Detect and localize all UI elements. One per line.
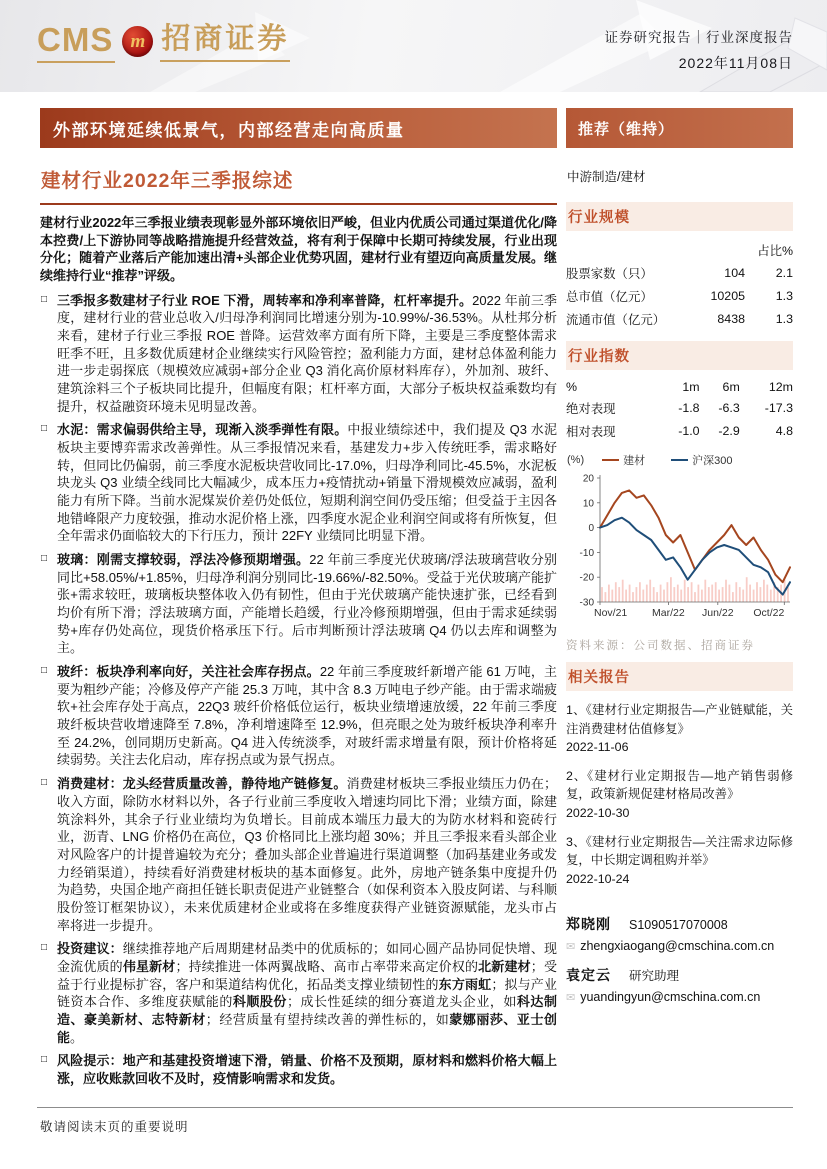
header — [0, 0, 827, 92]
report-item-date: 2022-10-30 — [566, 806, 630, 821]
svg-text:Oct/22: Oct/22 — [753, 607, 785, 619]
sidebar — [566, 108, 793, 1094]
cms-logo-text: CMS — [37, 22, 115, 63]
analyst-name: 郑晓刚 — [566, 918, 611, 934]
email-icon: ✉ — [566, 941, 576, 954]
bullet-investment-advice: □ 投资建议：继续推荐地产后周期建材品类中的优质标的；如同心圆产品协同促快增、现金流优质的伟星新材；持续推进一体两翼战略、高市占率带来高定价权的北新建材；受益于行业提标扩容，客户和渠道结构优化，拓品类支撑业绩韧性的东方雨虹；拟与产业链资本合作、多维度获赋能的科顺股份；成长性延续的细分赛道龙头企业，如科达制造、豪美新材、志特新材；经营质量有望持续改善的弹性标的，如蒙娜丽莎、亚士创能。 — [41, 941, 557, 1045]
legend-item-jiancai: 建材 — [602, 452, 645, 468]
main-content — [40, 108, 557, 1094]
analyst-email-row — [566, 989, 793, 1005]
bullet-glass: □ 玻璃：刚需支撑较弱，浮法冷修预期增强。22 年前三季度光伏玻璃/浮法玻璃营收分别同比+58.05%/+1.85%，归母净利润分别同比-19.66%/-82.50%。受益于光伏玻璃产能扩张+需求较旺，玻璃板块整体收入仍有韧性，但由于光伏玻璃产能快速扩张，已经看到均价有所下滑；浮法玻璃方面，产能增长趋缓，行业冷修预期增强，但由于需求延续弱势+库存仍处高位，现货价格承压下行。后市判断预计浮法玻璃 Q4 仍以去库和调整为主。 — [41, 552, 557, 656]
table-header-row — [566, 238, 793, 261]
footer-disclaimer: 敬请阅读末页的重要说明 — [40, 1120, 189, 1134]
table-row: 相对表现 -1.0 -2.9 4.8 — [566, 423, 793, 439]
analyst-credential: S1090517070008 — [629, 918, 728, 933]
report-title-banner — [40, 108, 557, 148]
svg-text:10: 10 — [582, 498, 594, 510]
svg-text:-20: -20 — [579, 572, 594, 584]
industry-index-table — [566, 377, 793, 442]
bullet-consumer-materials: □ 消费建材：龙头经营质量改善，静待地产链修复。消费建材板块三季报业绩压力仍在；收入方面，除防水材料以外，各子行业前三季度收入增速均同比下滑；业绩方面，除建筑涂料外，其余子行业业绩均为负增长。目前成本端压力最大的为防水材料和瓷砖行业，沥青、LNG 价格仍在高位，Q3 价格同比上涨均超 30%；并且三季报来看头部企业对风险客户的计提普遍较为充分；叠加头部企业普遍进行渠道调整（加码基建业务或发力经销渠道），持续看好消费建材板块的基本面修复。此外，房地产链条集中度提升仍为趋势，央国企地产商担任链长职责促进产业链整合（如保利资本入股皮阿诺、与科顺股份签订框架协议），未来优质建材企业或将在多维度获得产业链资源赋能，龙头市占率将进一步提升。 — [41, 776, 557, 933]
svg-text:20: 20 — [582, 473, 594, 485]
analyst-row — [566, 914, 793, 934]
svg-text:0: 0 — [588, 523, 594, 535]
cms-logo — [37, 22, 290, 63]
legend-item-hs300: 沪深300 — [671, 452, 732, 468]
report-item-date: 2022-11-06 — [566, 740, 629, 755]
table-row: 股票家数（只） 104 2.1 — [566, 265, 793, 281]
bullet-marker-icon: □ — [41, 553, 48, 565]
bullet-marker-icon: □ — [41, 293, 48, 305]
analyst-email-row — [566, 938, 793, 954]
footer-divider — [37, 1107, 793, 1108]
summary-paragraph: 建材行业2022年三季报业绩表现彰显外部环境依旧严峻，但业内优质公司通过渠道优化/降本控费/上下游协同等战略措施提升经营效益，将有利于保障中长期可持续发展，行业出现分化；随着产业落后产能加速出清+头部企业优势巩固，建材行业有望迈向高质量发展。继续维持行业“推荐”评级。 — [40, 215, 557, 284]
line-swatch-icon — [671, 459, 688, 461]
svg-text:-30: -30 — [579, 597, 594, 609]
industry-category: 中游制造/建材 — [567, 170, 646, 184]
brand-name: 招商证券 — [160, 23, 290, 62]
bullet-marker-icon: □ — [41, 665, 48, 677]
cms-badge-icon: m — [122, 26, 153, 57]
related-report-link[interactable]: 1、《建材行业定期报告—产业链赋能，关注消费建材估值修复》 2022-11-06 — [566, 701, 793, 757]
bullet-list — [40, 292, 557, 1088]
analyst-block — [566, 914, 793, 1005]
bullet-risk-warning: □ 风险提示：地产和基建投资增速下滑，销量、价格不及预期，原材料和燃料价格大幅上涨，应收账款回收不及时，疫情影响需求和发货。 — [41, 1053, 557, 1086]
rating-badge — [566, 108, 793, 148]
footer — [37, 1107, 793, 1135]
email-icon: ✉ — [566, 991, 576, 1004]
industry-index-chart — [566, 470, 793, 635]
svg-text:Jun/22: Jun/22 — [702, 607, 734, 619]
email-link[interactable]: yuandingyun@cmschina.com.cn — [580, 989, 761, 1004]
divider — [40, 203, 557, 205]
bullet-marker-icon: □ — [41, 1054, 48, 1066]
table-header-row: % 1m 6m 12m — [566, 379, 793, 394]
analyst-row — [566, 965, 793, 985]
table-row: 总市值（亿元） 10205 1.3 — [566, 288, 793, 304]
related-reports-list — [566, 701, 793, 888]
analyst-name: 袁定云 — [566, 968, 611, 984]
bullet-marker-icon: □ — [41, 942, 48, 954]
related-reports-heading: 相关报告 — [566, 662, 793, 691]
rating-text: 推荐（维持） — [578, 120, 675, 138]
bullet-marker-icon: □ — [41, 777, 48, 789]
report-item-date: 2022-10-24 — [566, 871, 630, 886]
bullet-fiberglass: □ 玻纤：板块净利率向好，关注社会库存拐点。22 年前三季度玻纤新增产能 61 万吨，主要为粗纱产能；冷修及停产产能 25.3 万吨，其中含 8.3 万吨电子纱产能。由于需求端疲软+社会库存处于高点，22Q3 玻纤价格低位运行，板块业绩增速放缓，22 年前三季度玻纤板块营收增速降至 7.8%，净利增速降至 12.9%，但亮眼之处为玻纤板块净利率升至 24.2%，创同期历史新高。Q4 进入传统淡季，对玻纤需求增量有限，预计价格将延续弱势。关注去化启动，库存拐点或为景气拐点。 — [41, 664, 557, 768]
chart-source: 资料来源：公司数据、招商证券 — [566, 640, 755, 652]
bullet-roe: □ 三季报多数建材子行业 ROE 下滑，周转率和净利率普降，杠杆率提升。2022 年前三季度，建材行业的营业总收入/归母净利润同比增速分别为-10.99%/-36.53%。从杜邦分析来看，建材子行业三季报 ROE 普降。运营效率方面有所下降，主要是三季度整体需求旺季不旺，且多数优质建材企业继续实行风险管控；盈利能力方面，建材总体盈利能力进一步走弱探底（规模效应减弱+部分企业 Q3 消化高价原材料库存），外加剂、玻纤、建筑涂料三个子板块同比提升，但幅度有限；杠杆率方面，大部分子板块权益乘数均有提升，权益融资环境未见明显改善。 — [41, 292, 557, 414]
industry-index-heading: 行业指数 — [566, 341, 793, 370]
analyst-credential: 研究助理 — [629, 968, 680, 983]
y-axis-unit: (%) — [567, 454, 585, 466]
table-row: 绝对表现 -1.8 -6.3 -17.3 — [566, 400, 793, 416]
table-row: 流通市值（亿元） 8438 1.3 — [566, 311, 793, 327]
bullet-marker-icon: □ — [41, 423, 48, 435]
bullet-cement: □ 水泥：需求偏弱供给主导，现渐入淡季弹性有限。中报业绩综述中，我们提及 Q3 水泥板块主要博弈需求改善弹性。从三季报情况来看，基建发力+步入传统旺季，需求略好转，但同比仍偏弱，前三季度水泥板块营收同比-17.0%，归母净利同比-45.5%，水泥板块龙头 Q3 业绩全线同比大幅减少，成本压力+疫情扰动+销量下滑规模效应减弱，盈利能力有所下降。当前水泥煤炭价差仍处低位，短期利润空间仍受压缩；但受益于主因各地错峰限产力度较强，推动水泥价格上涨，四季度水泥企业利润空间或将有所恢复，但全年需求仍面临较大的下行压力，预计 22FY 业绩同比明显下滑。 — [41, 422, 557, 544]
report-type: 证券研究报告｜行业深度报告 — [604, 30, 793, 45]
line-swatch-icon — [602, 459, 619, 461]
related-report-link[interactable]: 2、《建材行业定期报告—地产销售弱修复，政策新规促建材格局改善》 2022-10-30 — [566, 767, 793, 823]
pct-col-header: 占比% — [757, 243, 793, 258]
svg-text:Mar/22: Mar/22 — [652, 607, 685, 619]
industry-scale-heading: 行业规模 — [566, 202, 793, 231]
email-link[interactable]: zhengxiaogang@cmschina.com.cn — [580, 939, 775, 954]
report-date: 2022年11月08日 — [678, 55, 793, 71]
svg-text:Nov/21: Nov/21 — [594, 607, 628, 619]
related-report-link[interactable]: 3、《建材行业定期报告—关注需求边际修复，中长期定调租购并举》 2022-10-24 — [566, 833, 793, 889]
report-title: 外部环境延续低景气，内部经营走向高质量 — [53, 120, 405, 140]
industry-scale-table — [566, 238, 793, 330]
svg-text:-10: -10 — [579, 547, 594, 559]
report-subtitle: 建材行业2022年三季报综述 — [41, 170, 294, 192]
chart-legend — [567, 452, 793, 468]
